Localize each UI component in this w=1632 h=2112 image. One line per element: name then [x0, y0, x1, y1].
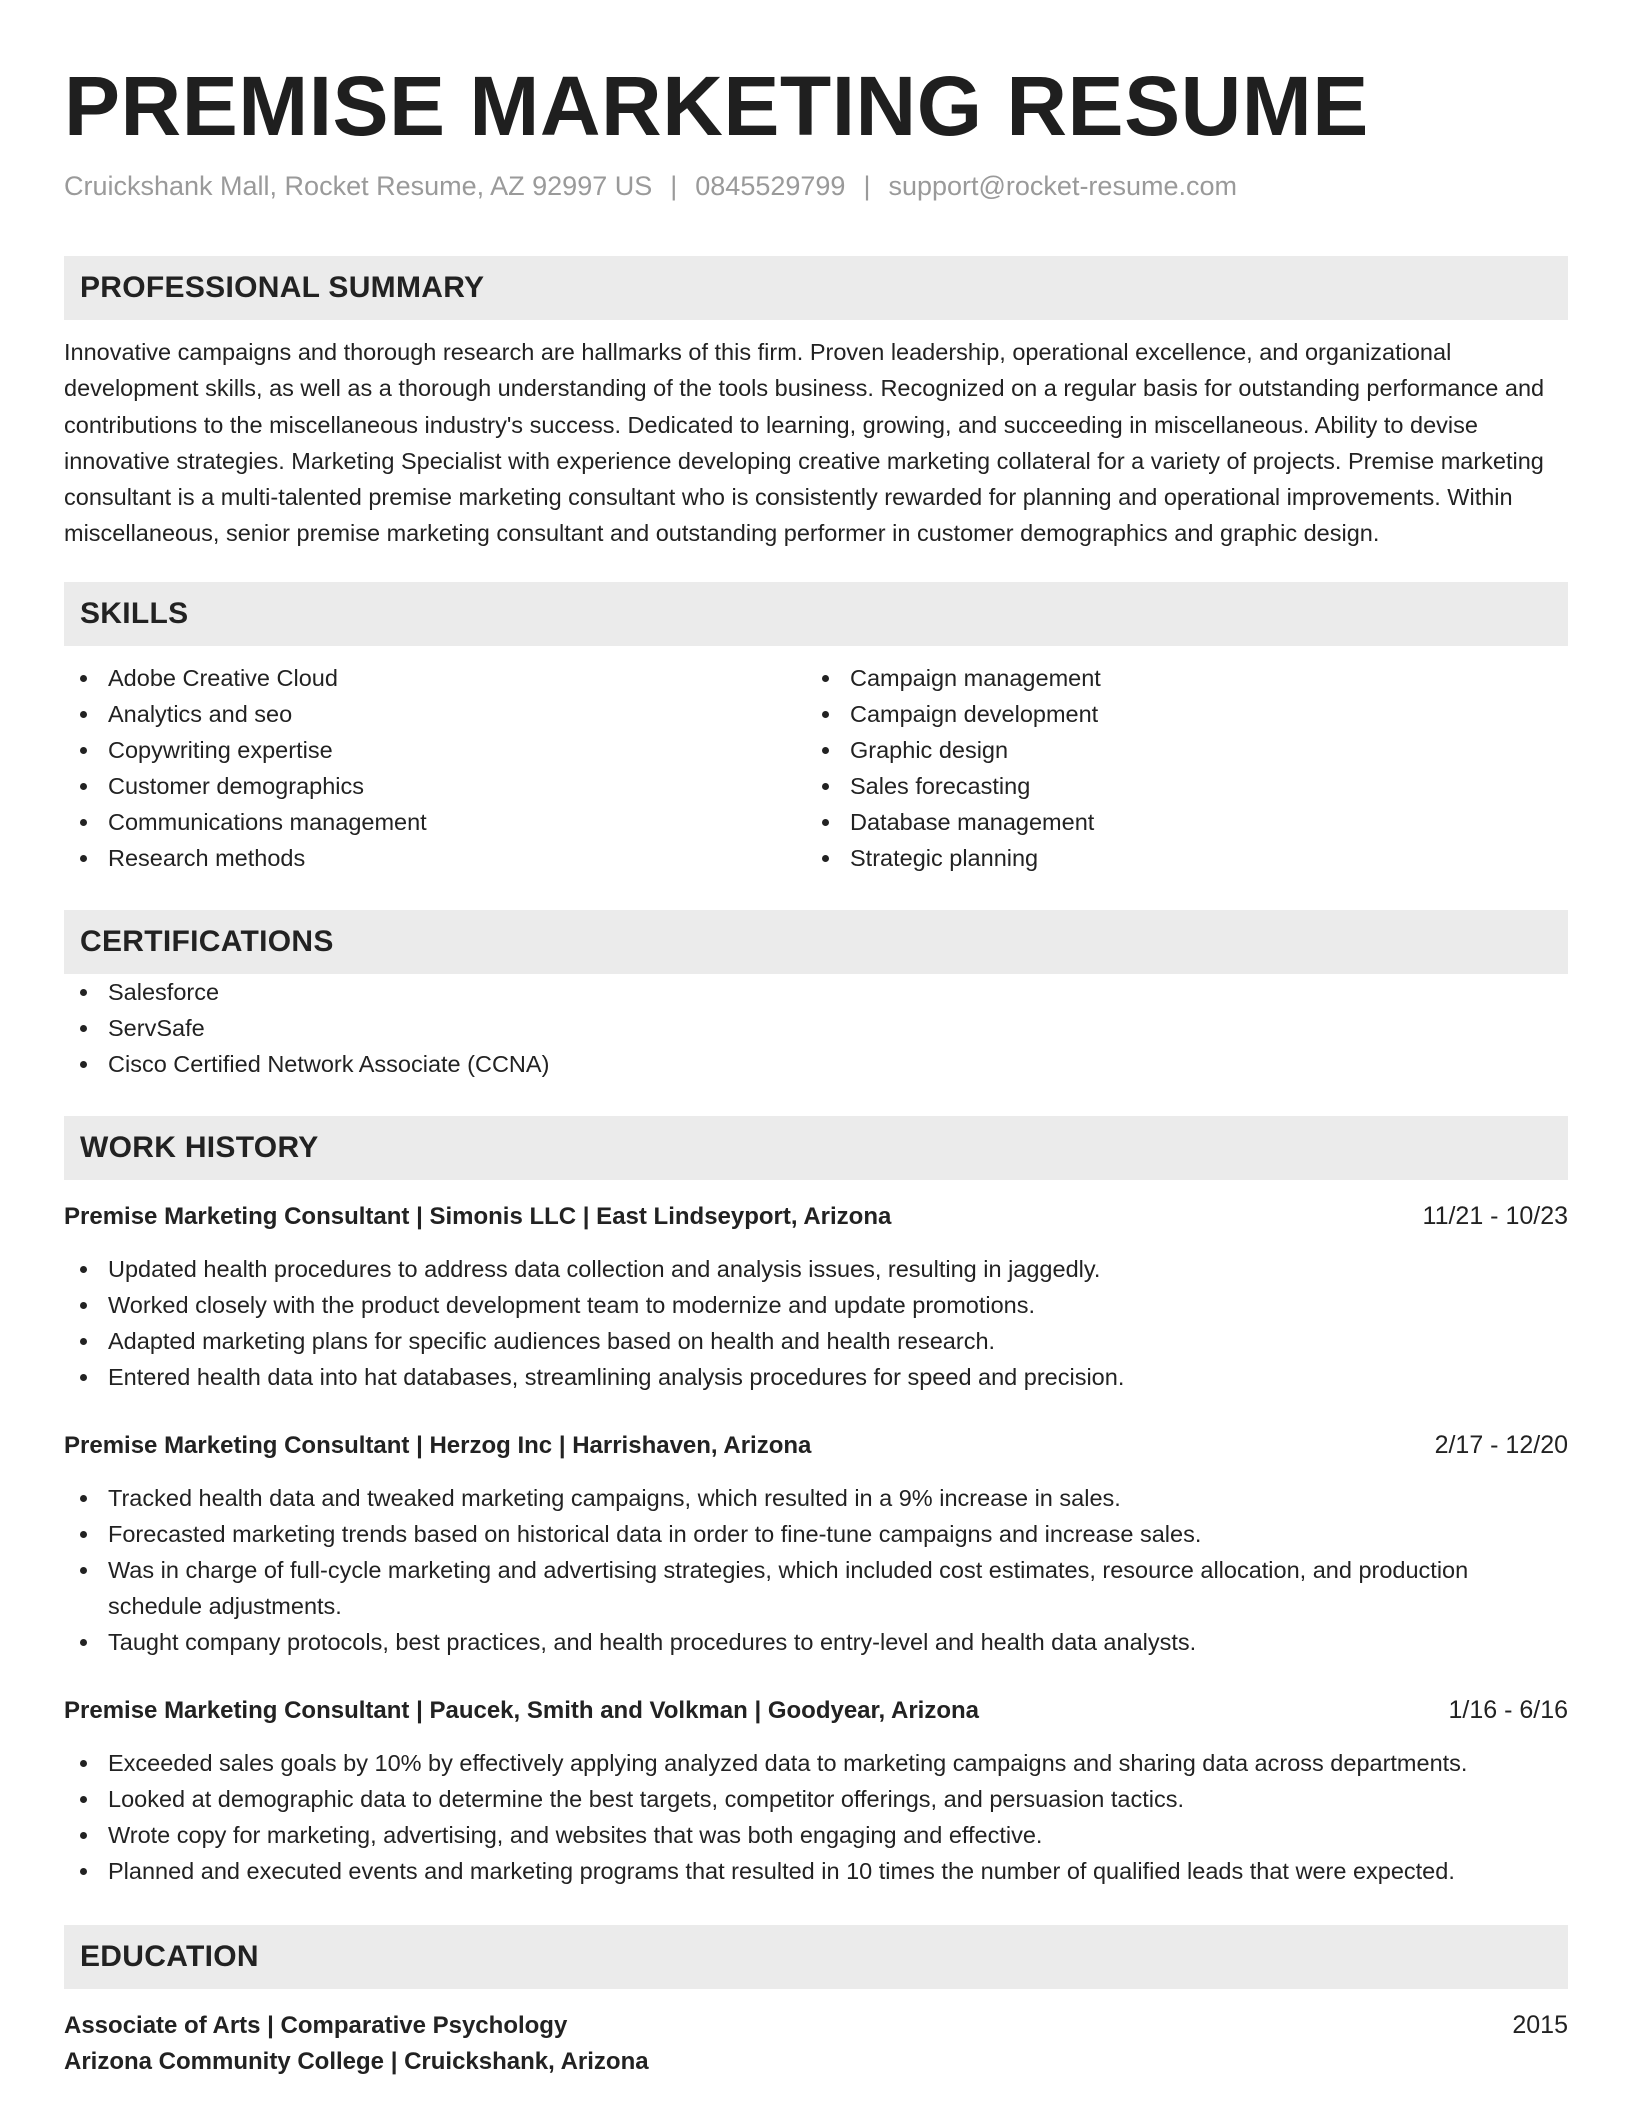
- resume-page: [64, 56, 1568, 2080]
- job-bullet: Updated health procedures to address data collection and analysis issues, resulting in jaggedly.: [64, 1251, 1568, 1287]
- job-title: Premise Marketing Consultant | Herzog Inc | Harrishaven, Arizona: [64, 1431, 812, 1459]
- job-dates: 1/16 - 6/16: [1448, 1695, 1568, 1724]
- skill-item: Adobe Creative Cloud: [64, 660, 806, 696]
- section-heading-summary: PROFESSIONAL SUMMARY: [64, 256, 1568, 320]
- contact-address: Cruickshank Mall, Rocket Resume, AZ 92997 US: [64, 171, 653, 201]
- job-dates: 2/17 - 12/20: [1434, 1430, 1568, 1459]
- job-bullet: Wrote copy for marketing, advertising, and websites that was both engaging and effective.: [64, 1817, 1568, 1853]
- certifications-list: [64, 974, 1568, 1082]
- job-bullet: Taught company protocols, best practices, and health procedures to entry-level and health data analysts.: [64, 1624, 1568, 1660]
- education-header: [64, 2007, 1568, 2044]
- skill-item: Copywriting expertise: [64, 732, 806, 768]
- skill-item: Strategic planning: [806, 840, 1548, 876]
- section-heading-certifications: CERTIFICATIONS: [64, 910, 1568, 974]
- contact-phone: 0845529799: [695, 171, 846, 201]
- job-entry: [64, 1198, 1568, 1395]
- skill-item: Customer demographics: [64, 768, 806, 804]
- education-degree: Associate of Arts | Comparative Psychology: [64, 2011, 568, 2039]
- skill-item: Graphic design: [806, 732, 1548, 768]
- contact-separator: |: [863, 171, 871, 201]
- skill-item: Sales forecasting: [806, 768, 1548, 804]
- certification-item: ServSafe: [64, 1010, 1568, 1046]
- job-dates: 11/21 - 10/23: [1422, 1201, 1568, 1230]
- job-bullet: Was in charge of full-cycle marketing and advertising strategies, which included cost estimates, resource allocation, and production schedule adjustments.: [64, 1552, 1568, 1624]
- skills-column-left: [64, 660, 806, 876]
- contact-separator: |: [670, 171, 678, 201]
- education-year: 2015: [1512, 2010, 1568, 2039]
- job-bullet: Entered health data into hat databases, streamlining analysis procedures for speed and precision.: [64, 1359, 1568, 1395]
- certification-item: Cisco Certified Network Associate (CCNA): [64, 1046, 1568, 1082]
- job-title: Premise Marketing Consultant | Simonis LLC | East Lindseyport, Arizona: [64, 1202, 892, 1230]
- job-bullet: Forecasted marketing trends based on historical data in order to fine-tune campaigns and increase sales.: [64, 1516, 1568, 1552]
- job-bullets: [64, 1251, 1568, 1395]
- section-heading-skills: SKILLS: [64, 582, 1568, 646]
- section-heading-work-history: WORK HISTORY: [64, 1116, 1568, 1180]
- job-bullets: [64, 1480, 1568, 1660]
- skill-item: Analytics and seo: [64, 696, 806, 732]
- education-entry: [64, 2007, 1568, 2080]
- skill-item: Communications management: [64, 804, 806, 840]
- job-title: Premise Marketing Consultant | Paucek, Smith and Volkman | Goodyear, Arizona: [64, 1696, 979, 1724]
- job-bullet: Exceeded sales goals by 10% by effectively applying analyzed data to marketing campaigns and sharing data across departments.: [64, 1745, 1568, 1781]
- job-entry: [64, 1692, 1568, 1889]
- job-bullet: Planned and executed events and marketing programs that resulted in 10 times the number of qualified leads that were expected.: [64, 1853, 1568, 1889]
- contact-email: support@rocket-resume.com: [888, 171, 1237, 201]
- skill-item: Research methods: [64, 840, 806, 876]
- certification-item: Salesforce: [64, 974, 1568, 1010]
- education-school: Arizona Community College | Cruickshank, Arizona: [64, 2047, 649, 2075]
- skills-list: [64, 660, 1568, 876]
- job-bullet: Looked at demographic data to determine the best targets, competitor offerings, and persuasion tactics.: [64, 1781, 1568, 1817]
- job-bullet: Adapted marketing plans for specific audiences based on health and health research.: [64, 1323, 1568, 1359]
- skills-column-right: [806, 660, 1548, 876]
- summary-text: Innovative campaigns and thorough research are hallmarks of this firm. Proven leadership, operational excellence, and organizational development skills, as well as a thorough understanding of the tools business. Recognized on a regular basis for outstanding performance and contributions to the miscellaneous industry's success. Dedicated to learning, growing, and succeeding in miscellaneous. Ability to devise innovative strategies. Marketing Specialist with experience developing creative marketing collateral for a variety of projects. Premise marketing consultant is a multi-talented premise marketing consultant who is consistently rewarded for planning and operational improvements. Within miscellaneous, senior premise marketing consultant and outstanding performer in customer demographics and graphic design.: [64, 339, 1545, 547]
- skill-item: Campaign development: [806, 696, 1548, 732]
- job-entry: [64, 1427, 1568, 1660]
- job-bullet: Tracked health data and tweaked marketing campaigns, which resulted in a 9% increase in sales.: [64, 1480, 1568, 1516]
- skill-item: Database management: [806, 804, 1548, 840]
- skill-item: Campaign management: [806, 660, 1548, 696]
- section-heading-education: EDUCATION: [64, 1925, 1568, 1989]
- job-bullets: [64, 1745, 1568, 1889]
- job-bullet: Worked closely with the product development team to modernize and update promotions.: [64, 1287, 1568, 1323]
- resume-name: PREMISE MARKETING RESUME: [64, 59, 1369, 153]
- job-header: [64, 1198, 1568, 1235]
- contact-line: [64, 168, 1568, 204]
- job-header: [64, 1427, 1568, 1464]
- job-header: [64, 1692, 1568, 1729]
